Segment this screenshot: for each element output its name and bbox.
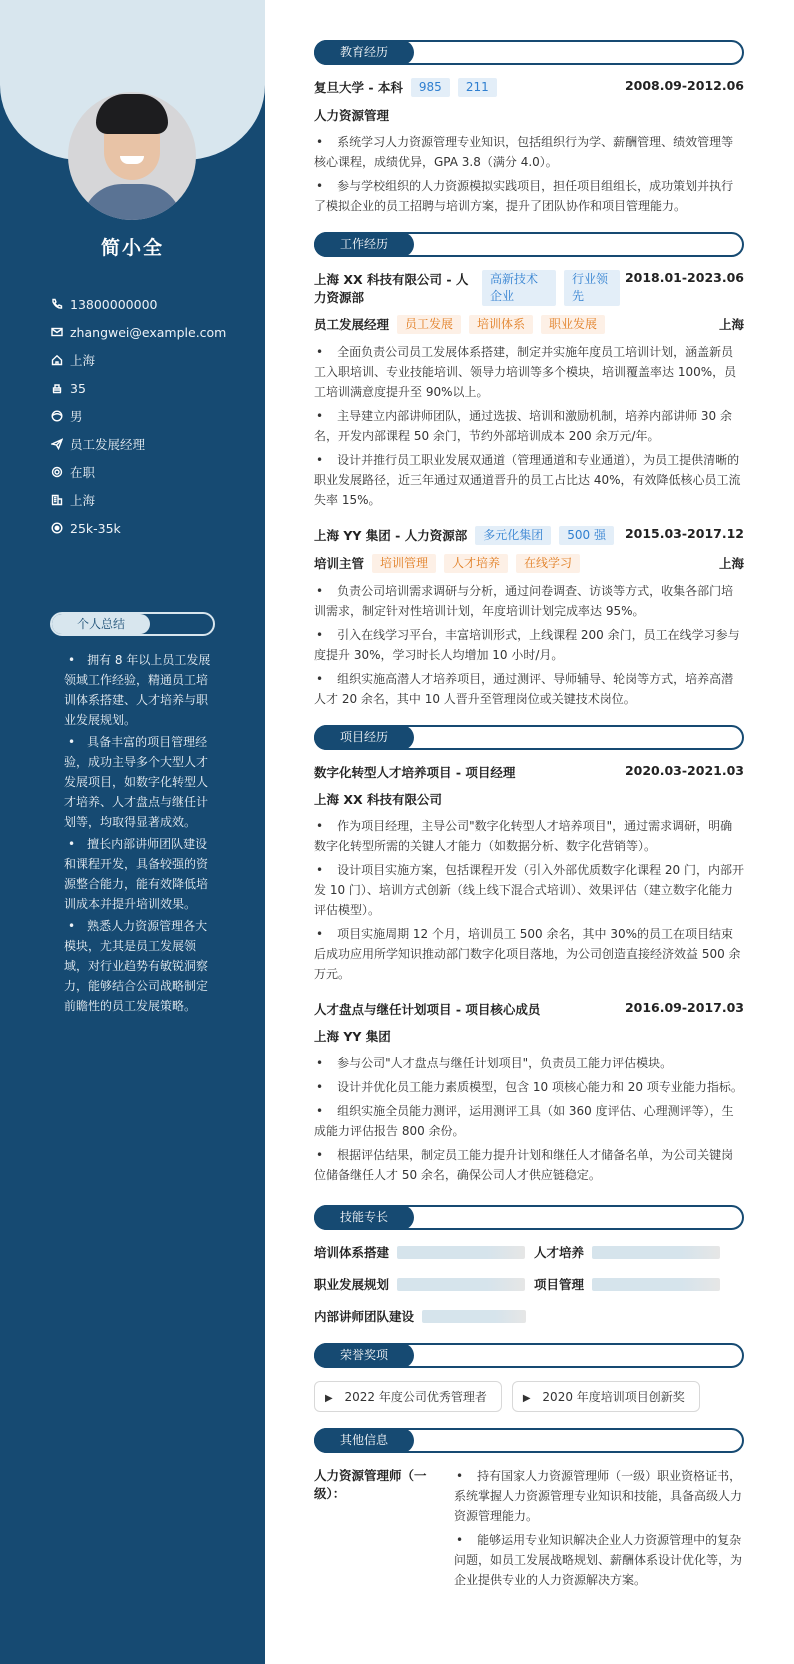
other-section-header bbox=[314, 1428, 744, 1453]
info-work-city bbox=[50, 486, 226, 514]
list-item: • 擅长内部讲师团队建设和课程开发，具备较强的资源整合能力，能有效降低培训成本并提升培训效果。 bbox=[64, 834, 214, 914]
school-tag: 211 bbox=[458, 78, 497, 97]
skill-item bbox=[314, 1243, 534, 1261]
skill-name: 内部讲师团队建设 bbox=[314, 1309, 415, 1324]
section-title: 项目经历 bbox=[314, 725, 414, 750]
list-item: • 组织实施全员能力测评，运用测评工具（如 360 度评估、心理测评等），生成能力评估报告 800 余份。 bbox=[314, 1101, 744, 1141]
list-item: • 具备丰富的项目管理经验，成功主导多个大型人才发展项目，如数字化转型人才培养、人才盘点与继任计划等，均取得显著成效。 bbox=[64, 732, 214, 832]
main-content bbox=[314, 40, 744, 1594]
section-title: 工作经历 bbox=[314, 232, 414, 257]
list-item: • 引入在线学习平台，丰富培训形式，上线课程 200 余门，员工在线学习参与度提升 30%，学习时长人均增加 10 小时/月。 bbox=[314, 625, 744, 665]
info-position bbox=[50, 430, 226, 458]
list-item: • 全面负责公司员工发展体系搭建，制定并实施年度员工培训计划，涵盖新员工入职培训、专业技能培训、领导力培训等多个模块，培训覆盖率达 100%，员工培训满意度提升至 90%以上。 bbox=[314, 342, 744, 402]
other-info bbox=[314, 1466, 744, 1594]
school-tag: 985 bbox=[411, 78, 450, 97]
list-item: • 设计并优化员工能力素质模型，包含 10 项核心能力和 20 项专业能力指标。 bbox=[314, 1077, 744, 1097]
skill-name: 项目管理 bbox=[534, 1277, 585, 1292]
role-tag: 在线学习 bbox=[516, 554, 580, 573]
company-tag: 高新技术企业 bbox=[482, 270, 556, 306]
section-title: 个人总结 bbox=[52, 614, 150, 634]
projects-section-header bbox=[314, 725, 744, 750]
summary-section-header bbox=[50, 612, 215, 636]
company-name: 上海 XX 科技有限公司 - 人力资源部 bbox=[314, 272, 469, 305]
award-label: 2020 年度培训项目创新奖 bbox=[542, 1390, 685, 1404]
list-item: • 系统学习人力资源管理专业知识，包括组织行为学、薪酬管理、绩效管理等核心课程，成绩优异，GPA 3.8（满分 4.0）。 bbox=[314, 132, 744, 172]
skill-name: 职业发展规划 bbox=[314, 1277, 390, 1292]
info-salary bbox=[50, 514, 226, 542]
skill-name: 培训体系搭建 bbox=[314, 1245, 390, 1260]
contact-info-list bbox=[50, 290, 226, 542]
list-item: • 能够运用专业知识解决企业人力资源管理中的复杂问题，如员工发展战略规划、薪酬体系设计优化等，为企业提供专业的人力资源解决方案。 bbox=[454, 1530, 744, 1590]
section-title: 技能专长 bbox=[314, 1205, 414, 1230]
project-org: 上海 YY 集团 bbox=[314, 1029, 391, 1044]
building-icon bbox=[50, 493, 64, 507]
role-tag: 职业发展 bbox=[541, 315, 605, 334]
age-icon bbox=[50, 381, 64, 395]
summary-list bbox=[64, 650, 214, 1018]
list-item: • 参与学校组织的人力资源模拟实践项目，担任项目组组长，成功策划并执行了模拟企业的员工招聘与培训方案，提升了团队协作和项目管理能力。 bbox=[314, 176, 744, 216]
city: 上海 bbox=[718, 317, 744, 332]
skill-item bbox=[314, 1275, 534, 1293]
list-item: • 根据评估结果，制定员工能力提升计划和继任人才储备名单，为公司关键岗位储备继任人才 50 余名，确保公司人才供应链稳定。 bbox=[314, 1145, 744, 1185]
role-title: 员工发展经理 bbox=[314, 317, 390, 332]
project-name: 数字化转型人才培养项目 - 项目经理 bbox=[314, 765, 516, 780]
info-status bbox=[50, 458, 226, 486]
date-range: 2020.03-2021.03 bbox=[624, 763, 744, 778]
project-org: 上海 XX 科技有限公司 bbox=[314, 792, 442, 807]
send-icon bbox=[50, 437, 64, 451]
list-item: • 设计并推行员工职业发展双通道（管理通道和专业通道），为员工提供清晰的职业发展路径，近三年通过双通道晋升的员工占比达 40%，有效降低核心员工流失率 15%。 bbox=[314, 450, 744, 510]
status-icon bbox=[50, 465, 64, 479]
candidate-name: 简小全 bbox=[100, 237, 164, 259]
info-email bbox=[50, 318, 226, 346]
project-entry bbox=[314, 763, 744, 984]
role-tag: 员工发展 bbox=[397, 315, 461, 334]
school-name: 复旦大学 - 本科 bbox=[314, 80, 403, 95]
list-item: • 设计项目实施方案，包括课程开发（引入外部优质数字化课程 20 门，内部开发 10 门）、培训方式创新（线上线下混合式培训）、效果评估（建立数字化能力评估模型）。 bbox=[314, 860, 744, 920]
home-icon bbox=[50, 353, 64, 367]
project-entry bbox=[314, 1000, 744, 1185]
date-range: 2018.01-2023.06 bbox=[624, 270, 744, 285]
info-value: 上海 bbox=[70, 353, 96, 368]
list-item: • 拥有 8 年以上员工发展领域工作经验，精通员工培训体系搭建、人才培养与职业发展规划。 bbox=[64, 650, 214, 730]
skill-level-bar bbox=[397, 1246, 525, 1259]
info-value: 25k-35k bbox=[70, 520, 121, 536]
mail-icon bbox=[50, 325, 64, 339]
skill-level-bar bbox=[397, 1278, 525, 1291]
role-tag: 培训管理 bbox=[372, 554, 436, 573]
list-item: • 主导建立内部讲师团队，通过选拔、培训和激励机制，培养内部讲师 30 余名，开发内部课程 50 余门，节约外部培训成本 200 余万元/年。 bbox=[314, 406, 744, 446]
city: 上海 bbox=[718, 556, 744, 571]
work-entry bbox=[314, 526, 744, 709]
info-value: 35 bbox=[70, 380, 86, 396]
section-title: 其他信息 bbox=[314, 1428, 414, 1453]
awards-list bbox=[314, 1381, 744, 1412]
info-gender bbox=[50, 402, 226, 430]
info-phone bbox=[50, 290, 226, 318]
skill-name: 人才培养 bbox=[534, 1245, 585, 1260]
major: 人力资源管理 bbox=[314, 108, 390, 123]
info-value: 在职 bbox=[70, 465, 96, 480]
project-name: 人才盘点与继任计划项目 - 项目核心成员 bbox=[314, 1002, 541, 1017]
skill-level-bar bbox=[592, 1278, 720, 1291]
info-value: 上海 bbox=[70, 493, 96, 508]
date-range: 2008.09-2012.06 bbox=[624, 78, 744, 93]
role-title: 培训主管 bbox=[314, 556, 365, 571]
phone-icon bbox=[50, 297, 64, 311]
info-age bbox=[50, 374, 226, 402]
company-tag: 500 强 bbox=[559, 526, 614, 545]
skill-item bbox=[534, 1275, 744, 1293]
skill-item bbox=[314, 1307, 534, 1325]
education-section-header bbox=[314, 40, 744, 65]
education-entry bbox=[314, 78, 744, 216]
list-item: • 作为项目经理，主导公司"数字化转型人才培养项目"，通过需求调研，明确数字化转型所需的关键人才能力（如数据分析、数字化营销等）。 bbox=[314, 816, 744, 856]
info-location bbox=[50, 346, 226, 374]
skill-level-bar bbox=[422, 1310, 526, 1323]
info-value: 男 bbox=[70, 409, 83, 424]
date-range: 2016.09-2017.03 bbox=[624, 1000, 744, 1015]
triangle-right-icon: ▶ bbox=[522, 1393, 531, 1404]
section-title: 荣誉奖项 bbox=[314, 1343, 414, 1368]
work-section-header bbox=[314, 232, 744, 257]
award-label: 2022 年度公司优秀管理者 bbox=[344, 1390, 487, 1404]
certificate-label: 人力资源管理师（一级）： bbox=[314, 1468, 427, 1501]
list-item: • 组织实施高潜人才培养项目，通过测评、导师辅导、轮岗等方式，培养高潜人才 20 余名，其中 10 人晋升至管理岗位或关键技术岗位。 bbox=[314, 669, 744, 709]
sidebar bbox=[0, 0, 265, 1664]
info-value: 13800000000 bbox=[70, 296, 158, 312]
company-tag: 多元化集团 bbox=[475, 526, 551, 545]
award-item bbox=[314, 1381, 502, 1412]
list-item: • 负责公司培训需求调研与分析，通过问卷调查、访谈等方式，收集各部门培训需求，制定针对性培训计划，年度培训计划完成率达 95%。 bbox=[314, 581, 744, 621]
skills-section-header bbox=[314, 1205, 744, 1230]
honors-section-header bbox=[314, 1343, 744, 1368]
info-value: 员工发展经理 bbox=[70, 437, 146, 452]
list-item: • 持有国家人力资源管理师（一级）职业资格证书，系统掌握人力资源管理专业知识和技能，具备高级人力资源管理能力。 bbox=[454, 1466, 744, 1526]
role-tag: 培训体系 bbox=[469, 315, 533, 334]
skill-level-bar bbox=[592, 1246, 720, 1259]
triangle-right-icon: ▶ bbox=[325, 1393, 333, 1404]
role-tag: 人才培养 bbox=[444, 554, 508, 573]
salary-icon bbox=[50, 521, 64, 535]
award-item bbox=[512, 1381, 700, 1412]
gender-icon bbox=[50, 409, 64, 423]
list-item: • 熟悉人力资源管理各大模块，尤其是员工发展领域，对行业趋势有敏锐洞察力，能够结合公司战略制定前瞻性的员工发展策略。 bbox=[64, 916, 214, 1016]
list-item: • 项目实施周期 12 个月，培训员工 500 余名，其中 30%的员工在项目结束后成功应用所学知识推动部门数字化项目落地，为公司创造直接经济效益 500 余万元。 bbox=[314, 924, 744, 984]
company-tag: 行业领先 bbox=[564, 270, 620, 306]
info-value: zhangwei@example.com bbox=[70, 324, 227, 340]
work-entry bbox=[314, 270, 744, 510]
date-range: 2015.03-2017.12 bbox=[624, 526, 744, 541]
list-item: • 参与公司"人才盘点与继任计划项目"，负责员工能力评估模块。 bbox=[314, 1053, 744, 1073]
skills-grid bbox=[314, 1243, 744, 1325]
skill-item bbox=[534, 1243, 744, 1261]
section-title: 教育经历 bbox=[314, 40, 414, 65]
company-name: 上海 YY 集团 - 人力资源部 bbox=[314, 528, 468, 543]
avatar bbox=[68, 92, 196, 220]
